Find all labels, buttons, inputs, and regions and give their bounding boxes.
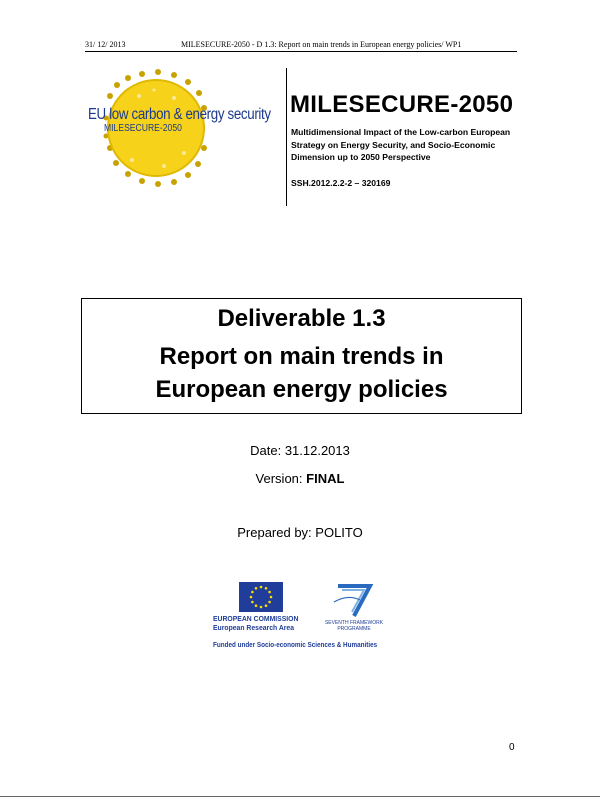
project-description: Multidimensional Impact of the Low-carbon European Strategy on Energy Security, and Socio-Economic Dimension up to 2050 Perspective xyxy=(291,127,511,162)
document-date xyxy=(0,443,600,458)
fp7-line2: PROGRAMME xyxy=(337,626,371,632)
header-rule xyxy=(85,51,517,52)
ec-line2: European Research Area xyxy=(213,622,295,632)
header-date: 31/ 12/ 2013 xyxy=(85,40,126,49)
deliverable-title-box xyxy=(81,298,522,414)
deliverable-title xyxy=(82,340,521,406)
project-name: MILESECURE-2050 xyxy=(290,91,514,118)
deliverable-number: Deliverable 1.3 xyxy=(217,305,386,332)
eu-flag-icon xyxy=(239,582,283,612)
header-divider xyxy=(286,68,287,206)
project-logo xyxy=(84,68,284,188)
fp7-label xyxy=(322,620,386,632)
date-label: Date: xyxy=(250,443,282,458)
version-label: Version: xyxy=(255,471,303,486)
prepared-by xyxy=(0,525,600,540)
ec-line1: EUROPEAN COMMISSION xyxy=(213,614,299,623)
prepared-value: POLITO xyxy=(315,525,363,540)
header-title: MILESECURE-2050 - D 1.3: Report on main trends in European energy policies/ WP1 xyxy=(181,40,462,49)
fp7-logo-icon xyxy=(330,580,378,620)
logo-tagline: EU low carbon & energy security xyxy=(88,106,271,123)
page-number: 0 xyxy=(509,742,515,753)
date-value: 31.12.2013 xyxy=(284,443,350,458)
prepared-label: Prepared by: xyxy=(237,525,312,540)
project-grant-number: SSH.2012.2.2-2 – 320169 xyxy=(291,178,391,188)
european-commission-label xyxy=(213,615,298,632)
fp7-line1: SEVENTH FRAMEWORK xyxy=(324,620,384,626)
page-bottom-rule xyxy=(0,796,600,797)
version-value: FINAL xyxy=(306,471,345,486)
document-version xyxy=(0,471,600,486)
deliverable-title-line2: European energy policies xyxy=(155,376,448,403)
running-header xyxy=(85,40,517,52)
deliverable-title-line1: Report on main trends in xyxy=(159,343,444,370)
logo-project-name: MILESECURE-2050 xyxy=(104,123,182,134)
funded-under-label: Funded under Socio-economic Sciences & Humanities xyxy=(213,640,378,649)
